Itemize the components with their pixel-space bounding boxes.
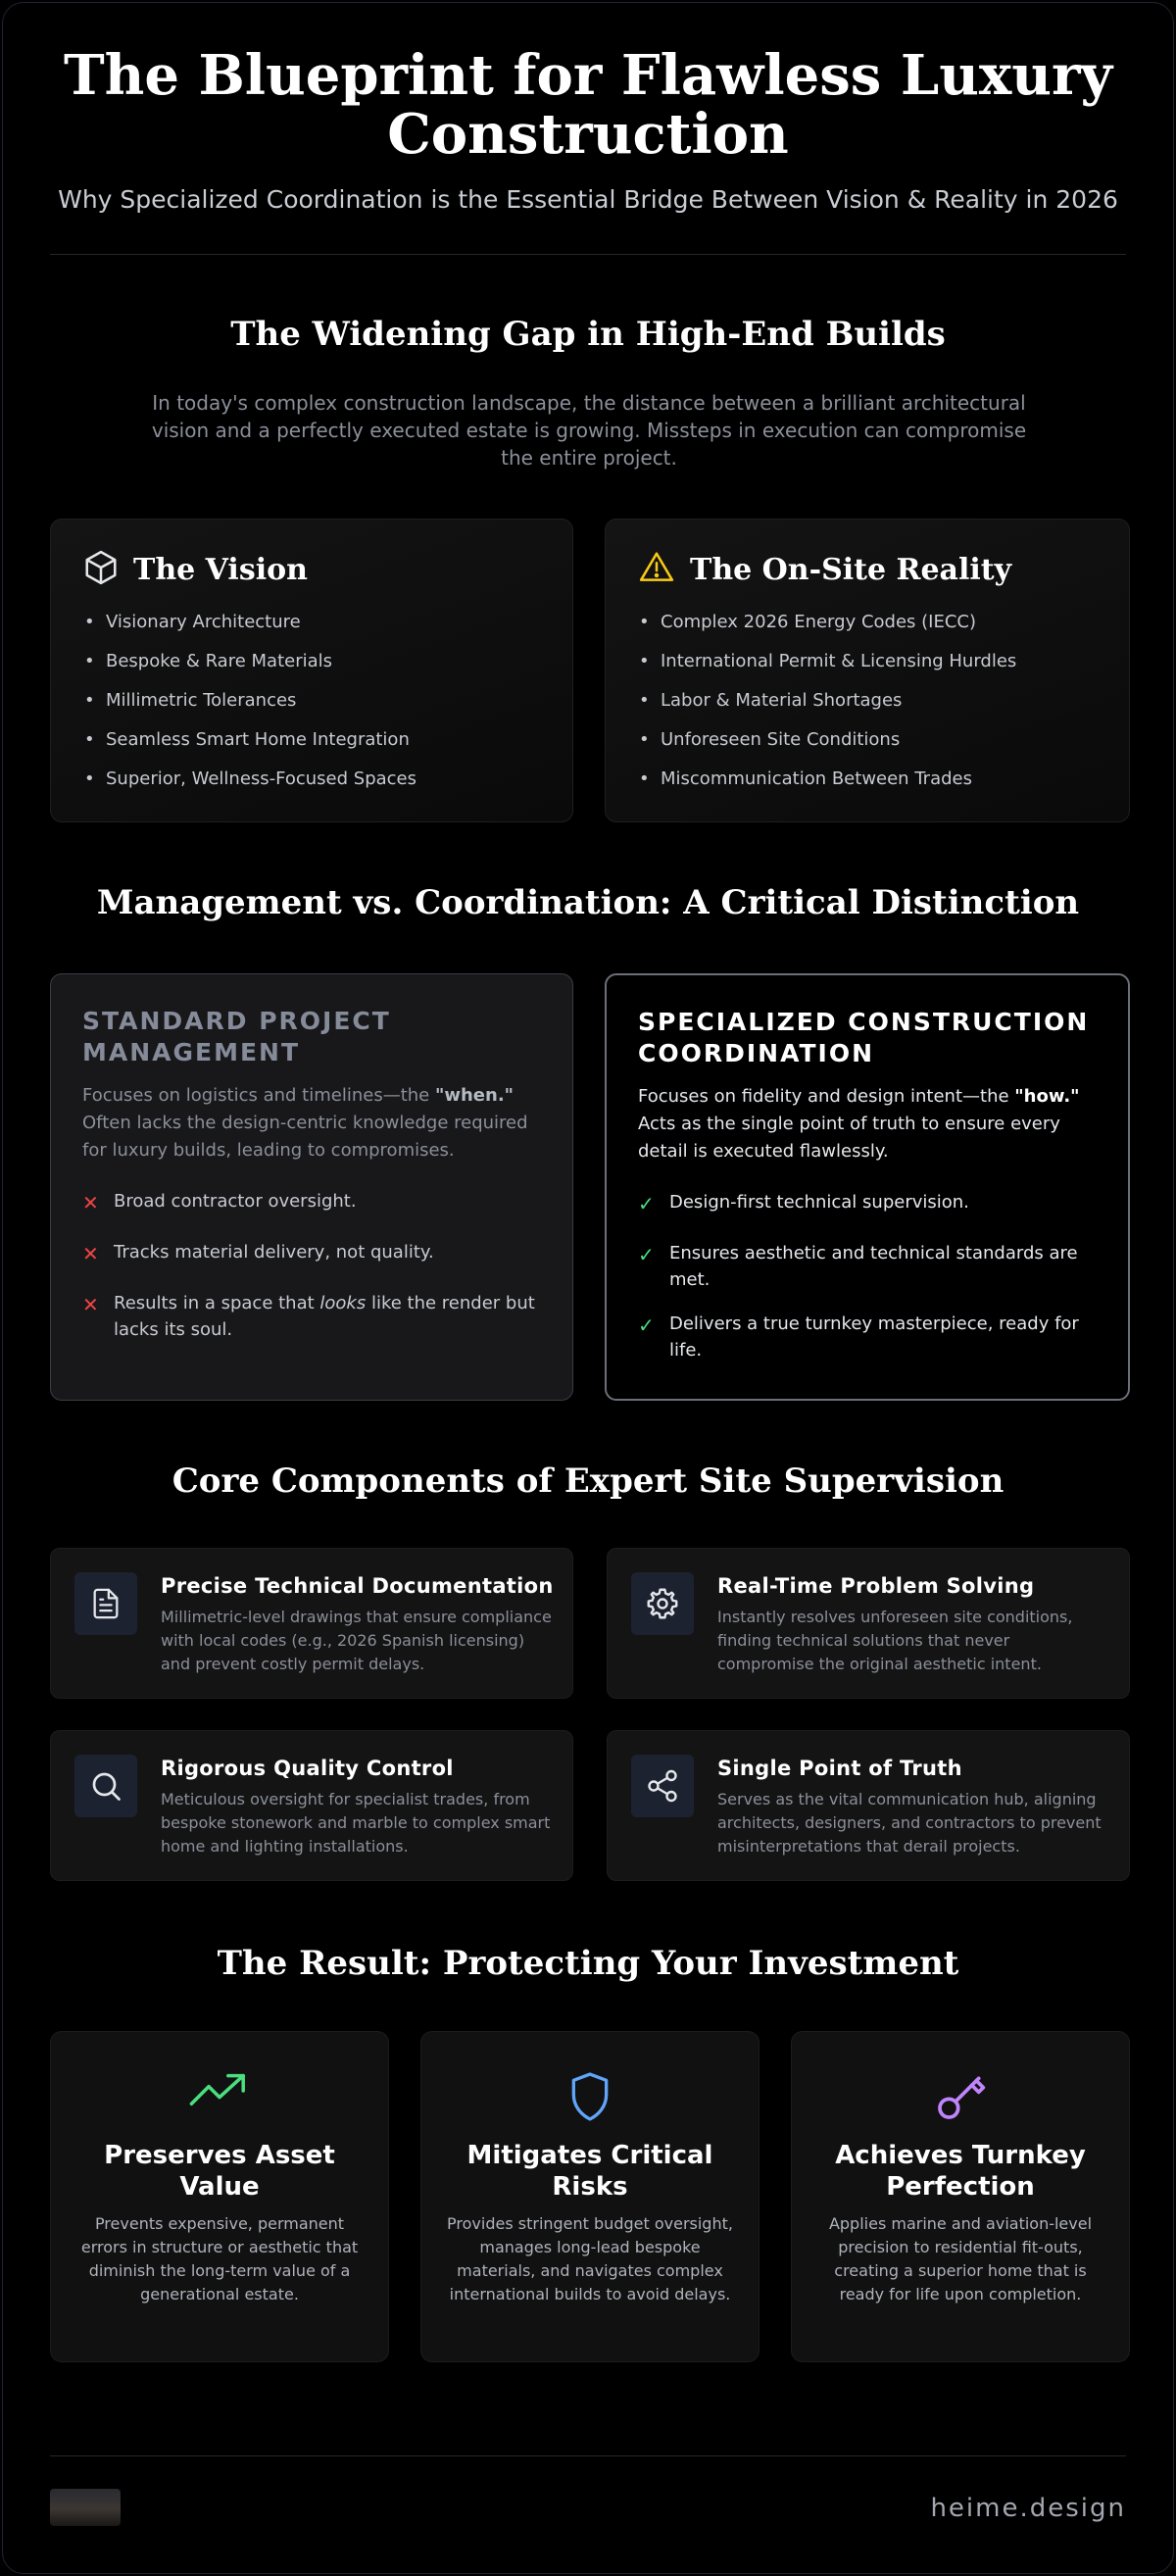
footer-logo-image	[50, 2489, 121, 2526]
cube-icon	[82, 549, 120, 590]
list-item: • Bespoke & Rare Materials	[82, 651, 416, 690]
list-item: • Complex 2026 Energy Codes (IECC)	[637, 612, 1016, 651]
gear-icon	[631, 1572, 694, 1635]
page-header	[3, 3, 1173, 214]
specialized-coordination-list	[638, 1189, 1108, 1363]
reality-card-header	[637, 549, 1011, 590]
key-icon	[792, 2069, 1129, 2124]
comparison-section-title: Management vs. Coordination: A Critical Distinction	[96, 883, 1080, 922]
infographic-page	[2, 2, 1174, 2574]
component-description: Instantly resolves unforeseen site conditions, finding technical solutions that never compromise the original aesthetic intent.	[717, 1608, 1073, 1673]
list-item: ✓ Design-first technical supervision.	[638, 1192, 969, 1215]
standard-pm-card	[50, 973, 573, 1401]
gap-intro: In today's complex construction landscape, the distance between a brilliant architectural vision and a perfectly executed estate is growing. Missteps in execution can compromise the entire project.	[151, 391, 1027, 470]
reality-card	[605, 519, 1130, 822]
warning-icon	[637, 549, 676, 590]
list-item: • Miscommunication Between Trades	[637, 768, 1016, 808]
result-title: Mitigates Critical Risks	[466, 2141, 713, 2202]
reality-title: The On-Site Reality	[690, 552, 1012, 587]
standard-pm-list	[82, 1188, 553, 1343]
x-icon: ✕	[82, 1293, 99, 1316]
component-card-quality-control	[50, 1730, 573, 1881]
footer-brand[interactable]: heime.design	[930, 2494, 1126, 2523]
component-title: Rigorous Quality Control	[161, 1757, 454, 1780]
vision-card	[50, 519, 573, 822]
list-item: • Visionary Architecture	[82, 612, 416, 651]
list-item: • Millimetric Tolerances	[82, 690, 416, 729]
result-title: Preserves Asset Value	[104, 2141, 335, 2202]
vision-card-header	[82, 549, 308, 590]
gap-section-title: The Widening Gap in High-End Builds	[230, 315, 946, 354]
component-card-problem-solving	[607, 1548, 1130, 1699]
vision-title: The Vision	[133, 552, 308, 587]
specialized-coordination-description: Focuses on fidelity and design intent—the "how." Acts as the single point of truth to ensure every detail is executed flawlessly.	[638, 1086, 1080, 1162]
page-subtitle: Why Specialized Coordination is the Essential Bridge Between Vision & Reality in 2026	[58, 185, 1118, 214]
check-icon: ✓	[638, 1313, 655, 1337]
components-section-title: Core Components of Expert Site Supervision	[172, 1461, 1004, 1501]
component-description: Serves as the vital communication hub, aligning architects, designers, and contractors to prevent misinterpretations that derail projects.	[717, 1790, 1102, 1856]
list-item: ✓ Delivers a true turnkey masterpiece, ready for life.	[638, 1313, 1079, 1361]
component-title: Real-Time Problem Solving	[717, 1574, 1035, 1598]
specialized-coordination-title: SPECIALIZED CONSTRUCTION COORDINATION	[638, 1008, 1090, 1067]
list-item: ✓ Ensures aesthetic and technical standards are met.	[638, 1243, 1078, 1290]
component-description: Meticulous oversight for specialist trades, from bespoke stonework and marble to complex smart home and lighting installations.	[161, 1790, 551, 1856]
list-item: ✕ Tracks material delivery, not quality.	[82, 1242, 434, 1265]
check-icon: ✓	[638, 1192, 655, 1215]
list-item: • Superior, Wellness-Focused Spaces	[82, 768, 416, 808]
standard-pm-title: STANDARD PROJECT MANAGEMENT	[82, 1007, 391, 1066]
result-card-risks	[420, 2031, 760, 2362]
result-description: Applies marine and aviation-level precision to residential fit-outs, creating a superior home that is ready for life upon completion.	[828, 2214, 1093, 2304]
list-item: ✕ Broad contractor oversight.	[82, 1191, 357, 1214]
vision-list	[82, 612, 416, 808]
x-icon: ✕	[82, 1191, 99, 1214]
document-icon	[74, 1572, 137, 1635]
component-title: Precise Technical Documentation	[161, 1574, 554, 1598]
list-item: • Seamless Smart Home Integration	[82, 729, 416, 768]
x-icon: ✕	[82, 1242, 99, 1265]
shield-icon	[421, 2069, 759, 2124]
share-icon	[631, 1755, 694, 1817]
result-description: Provides stringent budget oversight, manages long-lead bespoke materials, and navigates complex international builds to avoid delays.	[447, 2214, 733, 2304]
list-item: • Labor & Material Shortages	[637, 690, 1016, 729]
result-description: Prevents expensive, permanent errors in structure or aesthetic that diminish the long-term value of a generational estate.	[80, 2214, 359, 2304]
component-card-documentation	[50, 1548, 573, 1699]
header-divider	[50, 254, 1126, 255]
list-item: • International Permit & Licensing Hurdles	[637, 651, 1016, 690]
list-item: • Unforeseen Site Conditions	[637, 729, 1016, 768]
check-icon: ✓	[638, 1243, 655, 1266]
component-description: Millimetric-level drawings that ensure compliance with local codes (e.g., 2026 Spanish licensing) and prevent costly permit delays.	[161, 1608, 552, 1673]
reality-list	[637, 612, 1016, 808]
component-title: Single Point of Truth	[717, 1757, 962, 1780]
footer-divider	[50, 2455, 1126, 2456]
result-title: Achieves Turnkey Perfection	[835, 2141, 1086, 2202]
search-icon	[74, 1755, 137, 1817]
results-section-title: The Result: Protecting Your Investment	[217, 1944, 959, 1983]
specialized-coordination-card	[605, 973, 1130, 1401]
component-card-single-point	[607, 1730, 1130, 1881]
list-item: ✕ Results in a space that looks like the render but lacks its soul.	[82, 1293, 535, 1340]
page-title: The Blueprint for Flawless Luxury Construction	[63, 43, 1113, 167]
trending-up-icon	[51, 2069, 388, 2112]
result-card-turnkey	[791, 2031, 1130, 2362]
standard-pm-description: Focuses on logistics and timelines—the "when." Often lacks the design-centric knowledge required for luxury builds, leading to compromises.	[82, 1085, 528, 1161]
result-card-asset-value	[50, 2031, 389, 2362]
